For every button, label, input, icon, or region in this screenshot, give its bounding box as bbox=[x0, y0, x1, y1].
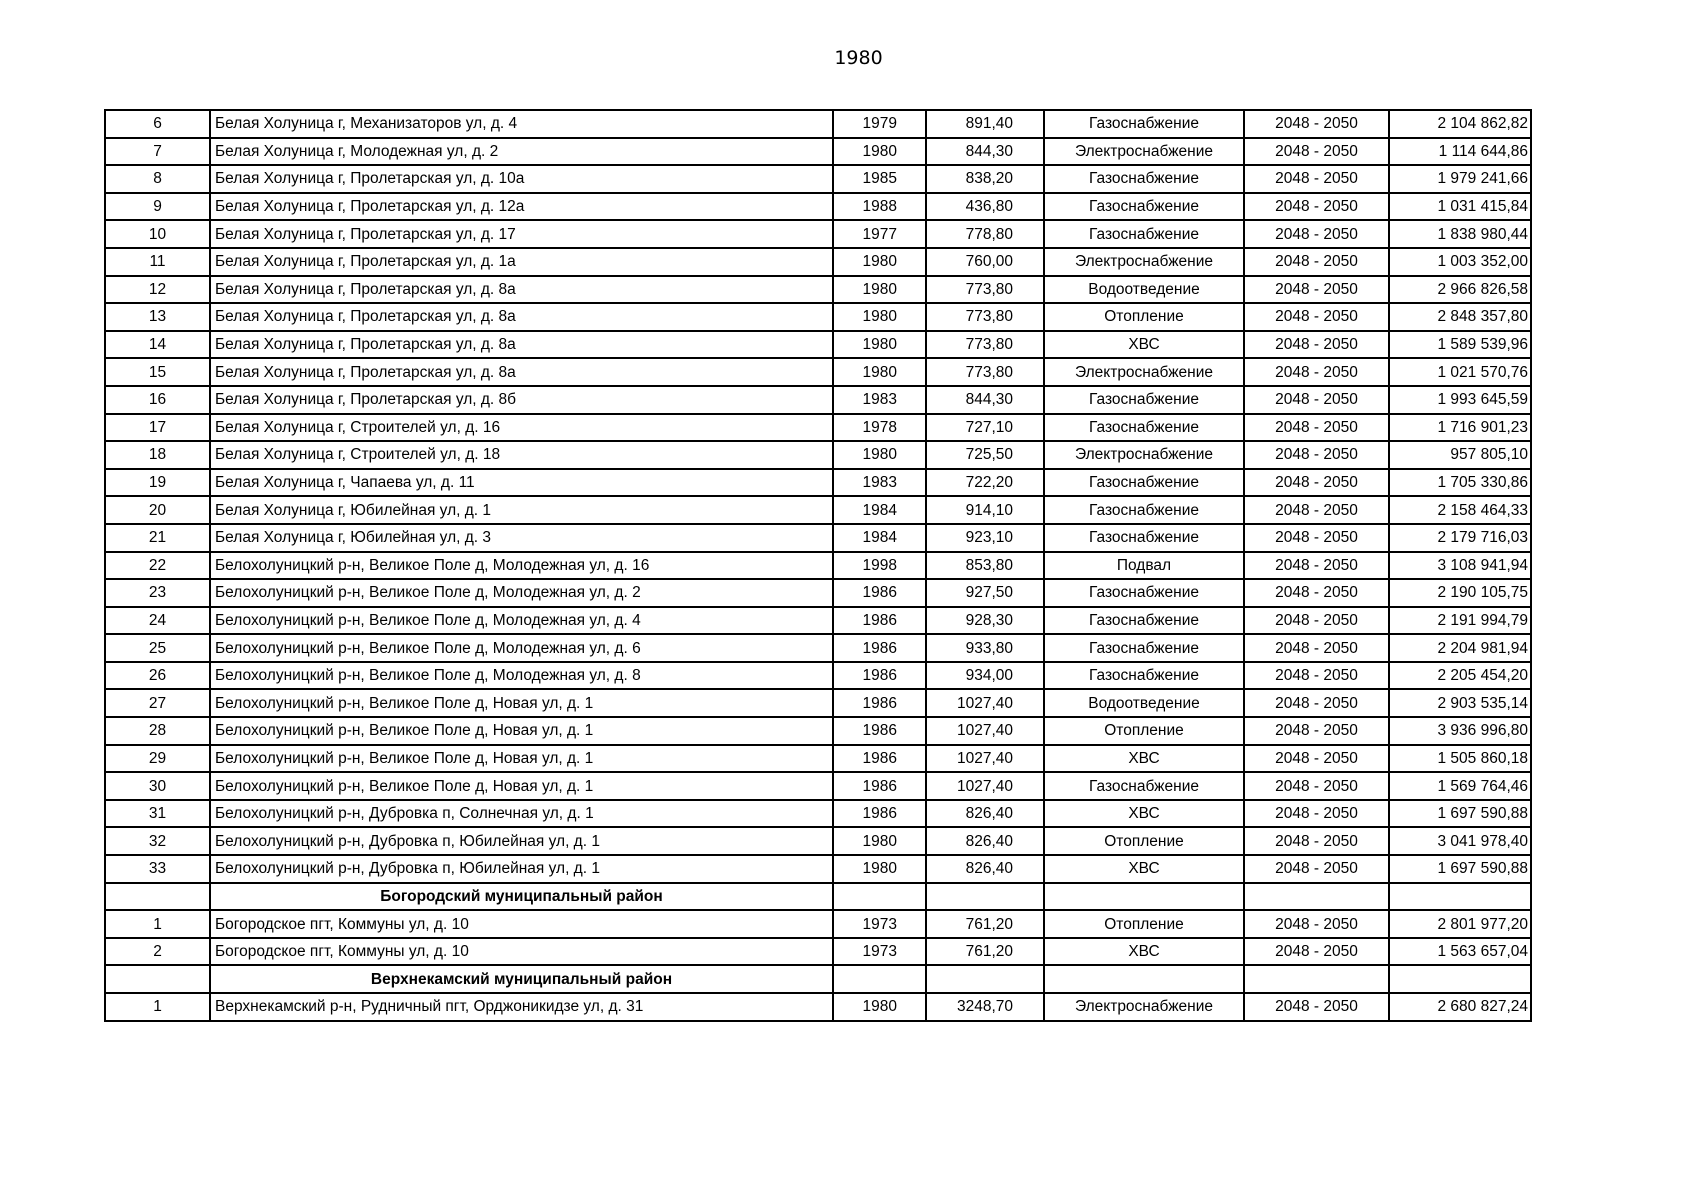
row-number-cell: 29 bbox=[105, 745, 210, 773]
cost-cell: 1 031 415,84 bbox=[1389, 193, 1531, 221]
row-number-cell: 10 bbox=[105, 220, 210, 248]
row-number-cell: 19 bbox=[105, 469, 210, 497]
table-row bbox=[105, 303, 1531, 331]
area-cell: 1027,40 bbox=[926, 745, 1044, 773]
year-built-cell: 1980 bbox=[833, 855, 926, 883]
cost-cell: 3 041 978,40 bbox=[1389, 827, 1531, 855]
year-built-cell: 1986 bbox=[833, 579, 926, 607]
table-row bbox=[105, 579, 1531, 607]
period-cell: 2048 - 2050 bbox=[1244, 220, 1389, 248]
period-cell: 2048 - 2050 bbox=[1244, 607, 1389, 635]
table-row bbox=[105, 689, 1531, 717]
table-row bbox=[105, 386, 1531, 414]
cost-cell: 1 697 590,88 bbox=[1389, 800, 1531, 828]
table-body bbox=[105, 110, 1531, 1021]
work-type-cell: Газоснабжение bbox=[1044, 662, 1244, 690]
work-type-cell: Газоснабжение bbox=[1044, 607, 1244, 635]
empty-cell bbox=[1044, 965, 1244, 993]
cost-cell: 1 589 539,96 bbox=[1389, 331, 1531, 359]
table-row bbox=[105, 800, 1531, 828]
area-cell: 1027,40 bbox=[926, 717, 1044, 745]
period-cell: 2048 - 2050 bbox=[1244, 717, 1389, 745]
work-type-cell: Водоотведение bbox=[1044, 276, 1244, 304]
work-type-cell: Газоснабжение bbox=[1044, 110, 1244, 138]
work-type-cell: Газоснабжение bbox=[1044, 634, 1244, 662]
table-row bbox=[105, 138, 1531, 166]
address-cell: Белая Холуница г, Пролетарская ул, д. 8а bbox=[210, 358, 833, 386]
row-number-cell: 27 bbox=[105, 689, 210, 717]
address-cell: Белая Холуница г, Строителей ул, д. 16 bbox=[210, 414, 833, 442]
row-number-cell: 1 bbox=[105, 910, 210, 938]
address-cell: Белохолуницкий р-н, Великое Поле д, Новая ул, д. 1 bbox=[210, 689, 833, 717]
table-row bbox=[105, 910, 1531, 938]
work-type-cell: ХВС bbox=[1044, 855, 1244, 883]
row-number-cell: 6 bbox=[105, 110, 210, 138]
work-type-cell: ХВС bbox=[1044, 800, 1244, 828]
period-cell: 2048 - 2050 bbox=[1244, 772, 1389, 800]
work-type-cell: Газоснабжение bbox=[1044, 496, 1244, 524]
table-row bbox=[105, 662, 1531, 690]
cost-cell: 1 505 860,18 bbox=[1389, 745, 1531, 773]
area-cell: 761,20 bbox=[926, 938, 1044, 966]
row-number-cell: 13 bbox=[105, 303, 210, 331]
year-built-cell: 1983 bbox=[833, 386, 926, 414]
area-cell: 891,40 bbox=[926, 110, 1044, 138]
row-number-cell: 26 bbox=[105, 662, 210, 690]
address-cell: Белохолуницкий р-н, Великое Поле д, Новая ул, д. 1 bbox=[210, 717, 833, 745]
area-cell: 844,30 bbox=[926, 386, 1044, 414]
cost-cell: 2 903 535,14 bbox=[1389, 689, 1531, 717]
row-number-cell: 31 bbox=[105, 800, 210, 828]
address-cell: Белохолуницкий р-н, Великое Поле д, Молодежная ул, д. 16 bbox=[210, 552, 833, 580]
table-row bbox=[105, 441, 1531, 469]
empty-cell bbox=[105, 965, 210, 993]
work-type-cell: Отопление bbox=[1044, 910, 1244, 938]
cost-cell: 1 716 901,23 bbox=[1389, 414, 1531, 442]
row-number-cell: 25 bbox=[105, 634, 210, 662]
section-header-row bbox=[105, 965, 1531, 993]
empty-cell bbox=[833, 883, 926, 911]
address-cell: Белохолуницкий р-н, Великое Поле д, Молодежная ул, д. 2 bbox=[210, 579, 833, 607]
address-cell: Белая Холуница г, Пролетарская ул, д. 8а bbox=[210, 303, 833, 331]
year-built-cell: 1980 bbox=[833, 248, 926, 276]
table-row bbox=[105, 745, 1531, 773]
row-number-cell: 16 bbox=[105, 386, 210, 414]
period-cell: 2048 - 2050 bbox=[1244, 993, 1389, 1021]
period-cell: 2048 - 2050 bbox=[1244, 579, 1389, 607]
period-cell: 2048 - 2050 bbox=[1244, 193, 1389, 221]
work-type-cell: Электроснабжение bbox=[1044, 441, 1244, 469]
section-title: Верхнекамский муниципальный район bbox=[210, 965, 833, 993]
area-cell: 778,80 bbox=[926, 220, 1044, 248]
address-cell: Верхнекамский р-н, Рудничный пгт, Орджоникидзе ул, д. 31 bbox=[210, 993, 833, 1021]
period-cell: 2048 - 2050 bbox=[1244, 331, 1389, 359]
work-type-cell: Водоотведение bbox=[1044, 689, 1244, 717]
address-cell: Белая Холуница г, Пролетарская ул, д. 10а bbox=[210, 165, 833, 193]
row-number-cell: 18 bbox=[105, 441, 210, 469]
cost-cell: 2 158 464,33 bbox=[1389, 496, 1531, 524]
period-cell: 2048 - 2050 bbox=[1244, 827, 1389, 855]
period-cell: 2048 - 2050 bbox=[1244, 358, 1389, 386]
area-cell: 3248,70 bbox=[926, 993, 1044, 1021]
area-cell: 923,10 bbox=[926, 524, 1044, 552]
row-number-cell: 12 bbox=[105, 276, 210, 304]
row-number-cell: 30 bbox=[105, 772, 210, 800]
section-title: Богородский муниципальный район bbox=[210, 883, 833, 911]
period-cell: 2048 - 2050 bbox=[1244, 745, 1389, 773]
table-row bbox=[105, 938, 1531, 966]
work-type-cell: ХВС bbox=[1044, 745, 1244, 773]
year-built-cell: 1980 bbox=[833, 303, 926, 331]
work-type-cell: Электроснабжение bbox=[1044, 358, 1244, 386]
address-cell: Белохолуницкий р-н, Великое Поле д, Молодежная ул, д. 4 bbox=[210, 607, 833, 635]
address-cell: Белохолуницкий р-н, Великое Поле д, Новая ул, д. 1 bbox=[210, 772, 833, 800]
address-cell: Белая Холуница г, Пролетарская ул, д. 12а bbox=[210, 193, 833, 221]
table-row bbox=[105, 524, 1531, 552]
period-cell: 2048 - 2050 bbox=[1244, 910, 1389, 938]
year-built-cell: 1998 bbox=[833, 552, 926, 580]
work-type-cell: Электроснабжение bbox=[1044, 248, 1244, 276]
period-cell: 2048 - 2050 bbox=[1244, 552, 1389, 580]
year-built-cell: 1986 bbox=[833, 634, 926, 662]
period-cell: 2048 - 2050 bbox=[1244, 855, 1389, 883]
area-cell: 826,40 bbox=[926, 855, 1044, 883]
area-cell: 761,20 bbox=[926, 910, 1044, 938]
address-cell: Белохолуницкий р-н, Дубровка п, Юбилейная ул, д. 1 bbox=[210, 855, 833, 883]
area-cell: 934,00 bbox=[926, 662, 1044, 690]
work-type-cell: Газоснабжение bbox=[1044, 579, 1244, 607]
period-cell: 2048 - 2050 bbox=[1244, 165, 1389, 193]
area-cell: 927,50 bbox=[926, 579, 1044, 607]
year-built-cell: 1986 bbox=[833, 689, 926, 717]
work-type-cell: Отопление bbox=[1044, 303, 1244, 331]
cost-cell: 3 936 996,80 bbox=[1389, 717, 1531, 745]
cost-cell: 2 191 994,79 bbox=[1389, 607, 1531, 635]
empty-cell bbox=[833, 965, 926, 993]
section-header-row bbox=[105, 883, 1531, 911]
year-built-cell: 1986 bbox=[833, 800, 926, 828]
cost-cell: 1 114 644,86 bbox=[1389, 138, 1531, 166]
year-built-cell: 1980 bbox=[833, 441, 926, 469]
empty-cell bbox=[926, 965, 1044, 993]
empty-cell bbox=[1044, 883, 1244, 911]
area-cell: 853,80 bbox=[926, 552, 1044, 580]
year-built-cell: 1973 bbox=[833, 938, 926, 966]
cost-cell: 2 205 454,20 bbox=[1389, 662, 1531, 690]
cost-cell: 2 848 357,80 bbox=[1389, 303, 1531, 331]
address-cell: Белая Холуница г, Чапаева ул, д. 11 bbox=[210, 469, 833, 497]
cost-cell: 2 190 105,75 bbox=[1389, 579, 1531, 607]
area-cell: 1027,40 bbox=[926, 689, 1044, 717]
cost-cell: 1 697 590,88 bbox=[1389, 855, 1531, 883]
area-cell: 725,50 bbox=[926, 441, 1044, 469]
cost-cell: 1 021 570,76 bbox=[1389, 358, 1531, 386]
period-cell: 2048 - 2050 bbox=[1244, 496, 1389, 524]
row-number-cell: 28 bbox=[105, 717, 210, 745]
row-number-cell: 14 bbox=[105, 331, 210, 359]
row-number-cell: 33 bbox=[105, 855, 210, 883]
table-row bbox=[105, 248, 1531, 276]
row-number-cell: 20 bbox=[105, 496, 210, 524]
table-row bbox=[105, 358, 1531, 386]
table-row bbox=[105, 331, 1531, 359]
work-type-cell: Подвал bbox=[1044, 552, 1244, 580]
area-cell: 838,20 bbox=[926, 165, 1044, 193]
cost-cell: 1 838 980,44 bbox=[1389, 220, 1531, 248]
work-type-cell: Газоснабжение bbox=[1044, 469, 1244, 497]
address-cell: Белохолуницкий р-н, Дубровка п, Юбилейная ул, д. 1 bbox=[210, 827, 833, 855]
work-type-cell: Электроснабжение bbox=[1044, 993, 1244, 1021]
work-type-cell: Газоснабжение bbox=[1044, 165, 1244, 193]
year-built-cell: 1979 bbox=[833, 110, 926, 138]
area-cell: 773,80 bbox=[926, 276, 1044, 304]
period-cell: 2048 - 2050 bbox=[1244, 634, 1389, 662]
address-cell: Белая Холуница г, Строителей ул, д. 18 bbox=[210, 441, 833, 469]
work-type-cell: ХВС bbox=[1044, 331, 1244, 359]
year-built-cell: 1986 bbox=[833, 717, 926, 745]
row-number-cell: 23 bbox=[105, 579, 210, 607]
year-built-cell: 1985 bbox=[833, 165, 926, 193]
year-built-cell: 1980 bbox=[833, 331, 926, 359]
area-cell: 722,20 bbox=[926, 469, 1044, 497]
page-number: 1980 bbox=[834, 47, 883, 69]
empty-cell bbox=[1244, 965, 1389, 993]
table-row bbox=[105, 717, 1531, 745]
row-number-cell: 11 bbox=[105, 248, 210, 276]
year-built-cell: 1980 bbox=[833, 358, 926, 386]
work-type-cell: Газоснабжение bbox=[1044, 220, 1244, 248]
year-built-cell: 1984 bbox=[833, 524, 926, 552]
period-cell: 2048 - 2050 bbox=[1244, 414, 1389, 442]
year-built-cell: 1980 bbox=[833, 827, 926, 855]
year-built-cell: 1988 bbox=[833, 193, 926, 221]
table-row bbox=[105, 220, 1531, 248]
period-cell: 2048 - 2050 bbox=[1244, 303, 1389, 331]
empty-cell bbox=[1389, 883, 1531, 911]
year-built-cell: 1978 bbox=[833, 414, 926, 442]
work-type-cell: Электроснабжение bbox=[1044, 138, 1244, 166]
cost-cell: 2 801 977,20 bbox=[1389, 910, 1531, 938]
work-type-cell: Газоснабжение bbox=[1044, 386, 1244, 414]
area-cell: 914,10 bbox=[926, 496, 1044, 524]
address-cell: Белая Холуница г, Пролетарская ул, д. 8б bbox=[210, 386, 833, 414]
row-number-cell: 15 bbox=[105, 358, 210, 386]
address-cell: Белая Холуница г, Юбилейная ул, д. 3 bbox=[210, 524, 833, 552]
row-number-cell: 21 bbox=[105, 524, 210, 552]
table-row bbox=[105, 607, 1531, 635]
row-number-cell: 8 bbox=[105, 165, 210, 193]
year-built-cell: 1986 bbox=[833, 772, 926, 800]
period-cell: 2048 - 2050 bbox=[1244, 524, 1389, 552]
area-cell: 933,80 bbox=[926, 634, 1044, 662]
work-type-cell: Газоснабжение bbox=[1044, 414, 1244, 442]
period-cell: 2048 - 2050 bbox=[1244, 248, 1389, 276]
period-cell: 2048 - 2050 bbox=[1244, 138, 1389, 166]
period-cell: 2048 - 2050 bbox=[1244, 800, 1389, 828]
work-type-cell: Отопление bbox=[1044, 827, 1244, 855]
empty-cell bbox=[1389, 965, 1531, 993]
year-built-cell: 1977 bbox=[833, 220, 926, 248]
cost-cell: 1 705 330,86 bbox=[1389, 469, 1531, 497]
table-row bbox=[105, 827, 1531, 855]
cost-cell: 1 563 657,04 bbox=[1389, 938, 1531, 966]
period-cell: 2048 - 2050 bbox=[1244, 662, 1389, 690]
area-cell: 773,80 bbox=[926, 303, 1044, 331]
work-type-cell: Отопление bbox=[1044, 717, 1244, 745]
area-cell: 760,00 bbox=[926, 248, 1044, 276]
table-row bbox=[105, 165, 1531, 193]
row-number-cell: 7 bbox=[105, 138, 210, 166]
cost-cell: 2 204 981,94 bbox=[1389, 634, 1531, 662]
table-row bbox=[105, 496, 1531, 524]
address-cell: Белая Холуница г, Молодежная ул, д. 2 bbox=[210, 138, 833, 166]
cost-cell: 2 680 827,24 bbox=[1389, 993, 1531, 1021]
row-number-cell: 17 bbox=[105, 414, 210, 442]
empty-cell bbox=[926, 883, 1044, 911]
year-built-cell: 1983 bbox=[833, 469, 926, 497]
cost-cell: 1 569 764,46 bbox=[1389, 772, 1531, 800]
empty-cell bbox=[105, 883, 210, 911]
cost-cell: 2 966 826,58 bbox=[1389, 276, 1531, 304]
area-cell: 436,80 bbox=[926, 193, 1044, 221]
work-type-cell: Газоснабжение bbox=[1044, 772, 1244, 800]
address-cell: Белохолуницкий р-н, Дубровка п, Солнечная ул, д. 1 bbox=[210, 800, 833, 828]
empty-cell bbox=[1244, 883, 1389, 911]
year-built-cell: 1986 bbox=[833, 607, 926, 635]
cost-cell: 1 979 241,66 bbox=[1389, 165, 1531, 193]
work-type-cell: ХВС bbox=[1044, 938, 1244, 966]
table-row bbox=[105, 855, 1531, 883]
period-cell: 2048 - 2050 bbox=[1244, 276, 1389, 304]
address-cell: Белая Холуница г, Пролетарская ул, д. 8а bbox=[210, 276, 833, 304]
row-number-cell: 22 bbox=[105, 552, 210, 580]
address-cell: Белохолуницкий р-н, Великое Поле д, Молодежная ул, д. 8 bbox=[210, 662, 833, 690]
area-cell: 844,30 bbox=[926, 138, 1044, 166]
row-number-cell: 9 bbox=[105, 193, 210, 221]
area-cell: 826,40 bbox=[926, 827, 1044, 855]
address-cell: Белая Холуница г, Пролетарская ул, д. 1а bbox=[210, 248, 833, 276]
year-built-cell: 1986 bbox=[833, 745, 926, 773]
period-cell: 2048 - 2050 bbox=[1244, 938, 1389, 966]
cost-cell: 1 003 352,00 bbox=[1389, 248, 1531, 276]
table-row bbox=[105, 772, 1531, 800]
year-built-cell: 1980 bbox=[833, 276, 926, 304]
cost-cell: 957 805,10 bbox=[1389, 441, 1531, 469]
row-number-cell: 32 bbox=[105, 827, 210, 855]
year-built-cell: 1980 bbox=[833, 138, 926, 166]
cost-cell: 1 993 645,59 bbox=[1389, 386, 1531, 414]
address-cell: Белая Холуница г, Пролетарская ул, д. 8а bbox=[210, 331, 833, 359]
period-cell: 2048 - 2050 bbox=[1244, 441, 1389, 469]
cost-cell: 2 179 716,03 bbox=[1389, 524, 1531, 552]
row-number-cell: 2 bbox=[105, 938, 210, 966]
year-built-cell: 1980 bbox=[833, 993, 926, 1021]
address-cell: Белая Холуница г, Пролетарская ул, д. 17 bbox=[210, 220, 833, 248]
address-cell: Белохолуницкий р-н, Великое Поле д, Молодежная ул, д. 6 bbox=[210, 634, 833, 662]
area-cell: 1027,40 bbox=[926, 772, 1044, 800]
table-row bbox=[105, 276, 1531, 304]
year-built-cell: 1986 bbox=[833, 662, 926, 690]
work-type-cell: Газоснабжение bbox=[1044, 193, 1244, 221]
area-cell: 826,40 bbox=[926, 800, 1044, 828]
area-cell: 773,80 bbox=[926, 331, 1044, 359]
address-cell: Богородское пгт, Коммуны ул, д. 10 bbox=[210, 938, 833, 966]
work-type-cell: Газоснабжение bbox=[1044, 524, 1244, 552]
table-row bbox=[105, 993, 1531, 1021]
table-row bbox=[105, 414, 1531, 442]
address-cell: Богородское пгт, Коммуны ул, д. 10 bbox=[210, 910, 833, 938]
area-cell: 727,10 bbox=[926, 414, 1044, 442]
row-number-cell: 24 bbox=[105, 607, 210, 635]
address-cell: Белохолуницкий р-н, Великое Поле д, Новая ул, д. 1 bbox=[210, 745, 833, 773]
period-cell: 2048 - 2050 bbox=[1244, 110, 1389, 138]
table-row bbox=[105, 469, 1531, 497]
table-row bbox=[105, 193, 1531, 221]
row-number-cell: 1 bbox=[105, 993, 210, 1021]
address-cell: Белая Холуница г, Юбилейная ул, д. 1 bbox=[210, 496, 833, 524]
cost-cell: 3 108 941,94 bbox=[1389, 552, 1531, 580]
year-built-cell: 1984 bbox=[833, 496, 926, 524]
area-cell: 773,80 bbox=[926, 358, 1044, 386]
address-cell: Белая Холуница г, Механизаторов ул, д. 4 bbox=[210, 110, 833, 138]
table-row bbox=[105, 552, 1531, 580]
repair-schedule-table bbox=[104, 109, 1532, 1022]
period-cell: 2048 - 2050 bbox=[1244, 469, 1389, 497]
table-row bbox=[105, 110, 1531, 138]
year-built-cell: 1973 bbox=[833, 910, 926, 938]
table-row bbox=[105, 634, 1531, 662]
cost-cell: 2 104 862,82 bbox=[1389, 110, 1531, 138]
period-cell: 2048 - 2050 bbox=[1244, 386, 1389, 414]
area-cell: 928,30 bbox=[926, 607, 1044, 635]
period-cell: 2048 - 2050 bbox=[1244, 689, 1389, 717]
